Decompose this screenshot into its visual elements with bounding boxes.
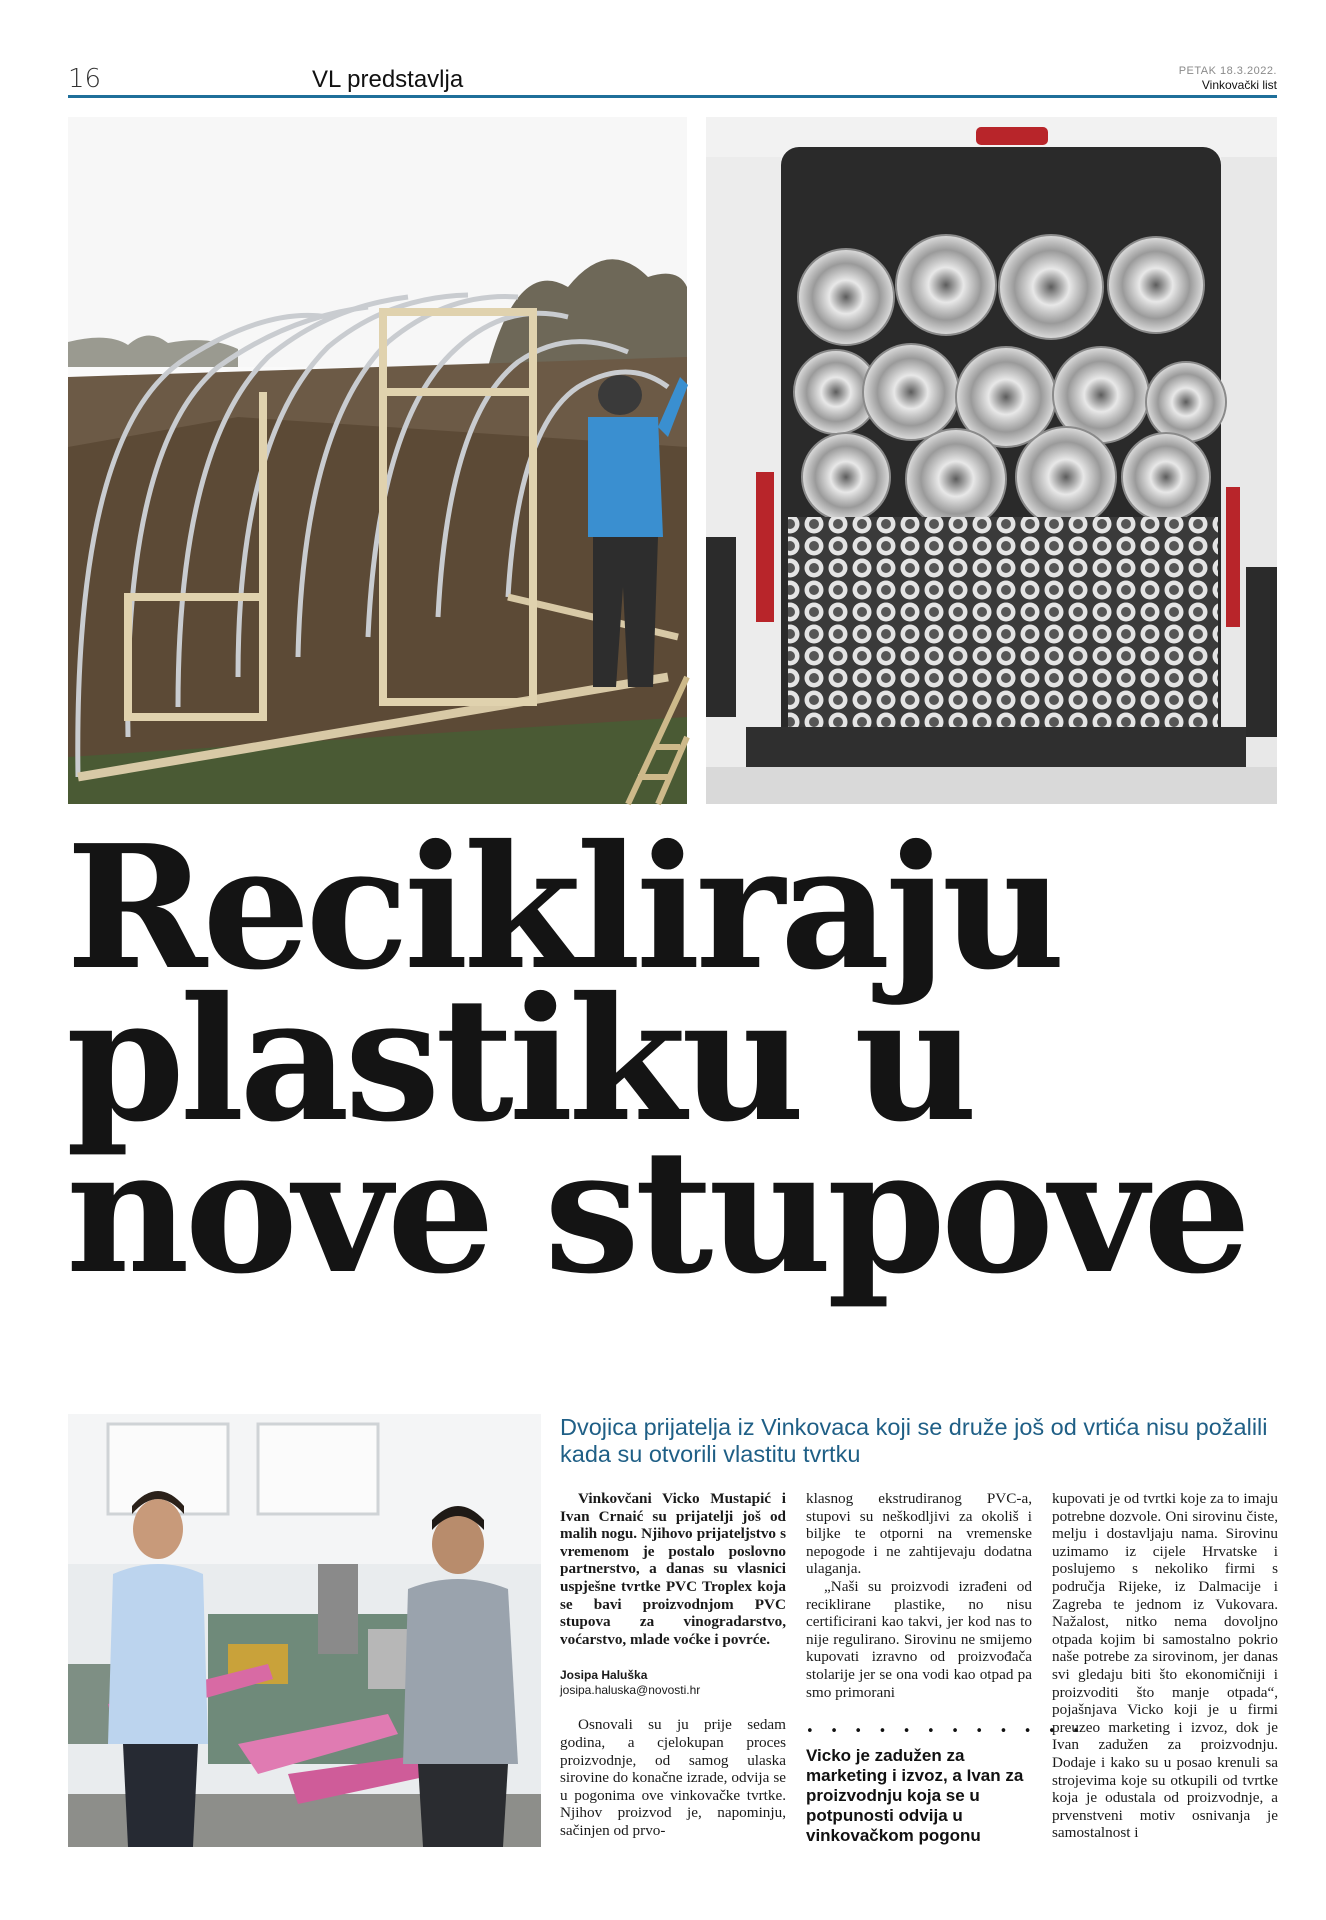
article-lead: Vinkovčani Vicko Mustapić i Ivan Crnaić su prijatelji još od malih nogu. Njihovo prijateljstvo s vremenom je postalo poslovno partnerstvo, a danas su vlasnici uspješne tvrtke PVC Troplex koja se bavi proizvodnjom PVC stupova za vinogradarstvo, voćarstvo, mlade voćke i povrće. [560, 1490, 786, 1648]
headline-line-1: Recikliraju [66, 808, 1061, 1008]
article-paragraph: kupovati je od tvrtki koje za to imaju potrebne dozvole. Oni sirovinu čiste, melju i dostavljaju nama. Sirovinu uzimamo iz cijele Hrvatske i poslujemo s nekoliko firmi s područja Rijeke, iz Dalmacije i Zagreba te jednom iz Vukovara. Nažalost, nitko nema dovoljno otpada kojim bi samostalno pokrio naše potrebe za sirovinom, jer danas svi gledaju biti što ekonomičniji i proizvoditi što manje otpada“, pojašnjava Vicko koji je u firmi preuzeo marketing i izvoz, dok je Ivan zadužen za proizvodnju. Dodaje i kako su u posao krenuli sa strojevima koje su otkupili od tvrtke koja je odustala od proizvodnje, a prvenstveni motiv osnivanja je samostalnost i [1052, 1490, 1278, 1842]
header-rule [68, 95, 1277, 98]
subheadline: Dvojica prijatelja iz Vinkovaca koji se druže još od vrtića nisu požalili kada su otvorili vlastitu tvrtku [560, 1414, 1268, 1467]
photo-van [706, 117, 1277, 804]
article-paragraph: Osnovali su ju prije sedam godina, a cjelokupan proces proizvodnje, od samog ulaska sirovine do konačne izrade, odvija se u pogonima ove vinkovačke tvrtke. Njihov proizvod je, napominju, sačinjen od prvo- [560, 1716, 786, 1839]
headline [66, 808, 1296, 1312]
pull-quote [806, 1724, 1087, 1846]
greenhouse-illustration [68, 117, 687, 804]
author-email: josipa.haluska@novosti.hr [560, 1683, 701, 1698]
article-paragraph: „Naši su proizvodi izrađeni od reciklirane plastike, no nisu certificirani kao takvi, jer kod nas to nije regulirano. Sirovinu ne smijemo kupovati izravno od proizvođača stolarije jer se ona vodi kao otpad pa smo primorani [806, 1577, 1032, 1701]
header-info [1179, 64, 1277, 92]
article-column-3 [1052, 1490, 1278, 1842]
byline [560, 1668, 786, 1698]
owners-illustration [68, 1414, 541, 1847]
article-column-2 [806, 1490, 1032, 1701]
page-number: 16 [68, 64, 102, 94]
author-name: Josipa Haluška [560, 1668, 648, 1683]
photo-owners [68, 1414, 541, 1847]
pull-quote-dots: • • • • • • • • • • • • [806, 1724, 1087, 1739]
headline-line-3: nove stupove [66, 1112, 1247, 1312]
pull-quote-text: Vicko je zadužen za marketing i izvoz, a Ivan za proizvodnju koja se u potpunosti odvija u vinkovačkom pogonu [806, 1746, 1024, 1845]
article-paragraph: klasnog ekstrudiranog PVC-a, stupovi su neškodljivi za okoliš i biljke te otporni na vremenske nepogode i ne zahtijevaju dodatna ulaganja. [806, 1490, 1032, 1578]
issue-date: PETAK 18.3.2022. [1178, 65, 1277, 77]
van-illustration [706, 117, 1277, 804]
photo-greenhouse [68, 117, 687, 804]
headline-line-2: plastiku u [66, 960, 973, 1160]
article-column-1 [560, 1490, 786, 1840]
publication-name: Vinkovački list [1201, 78, 1277, 92]
section-title: VL predstavlja [312, 66, 464, 93]
